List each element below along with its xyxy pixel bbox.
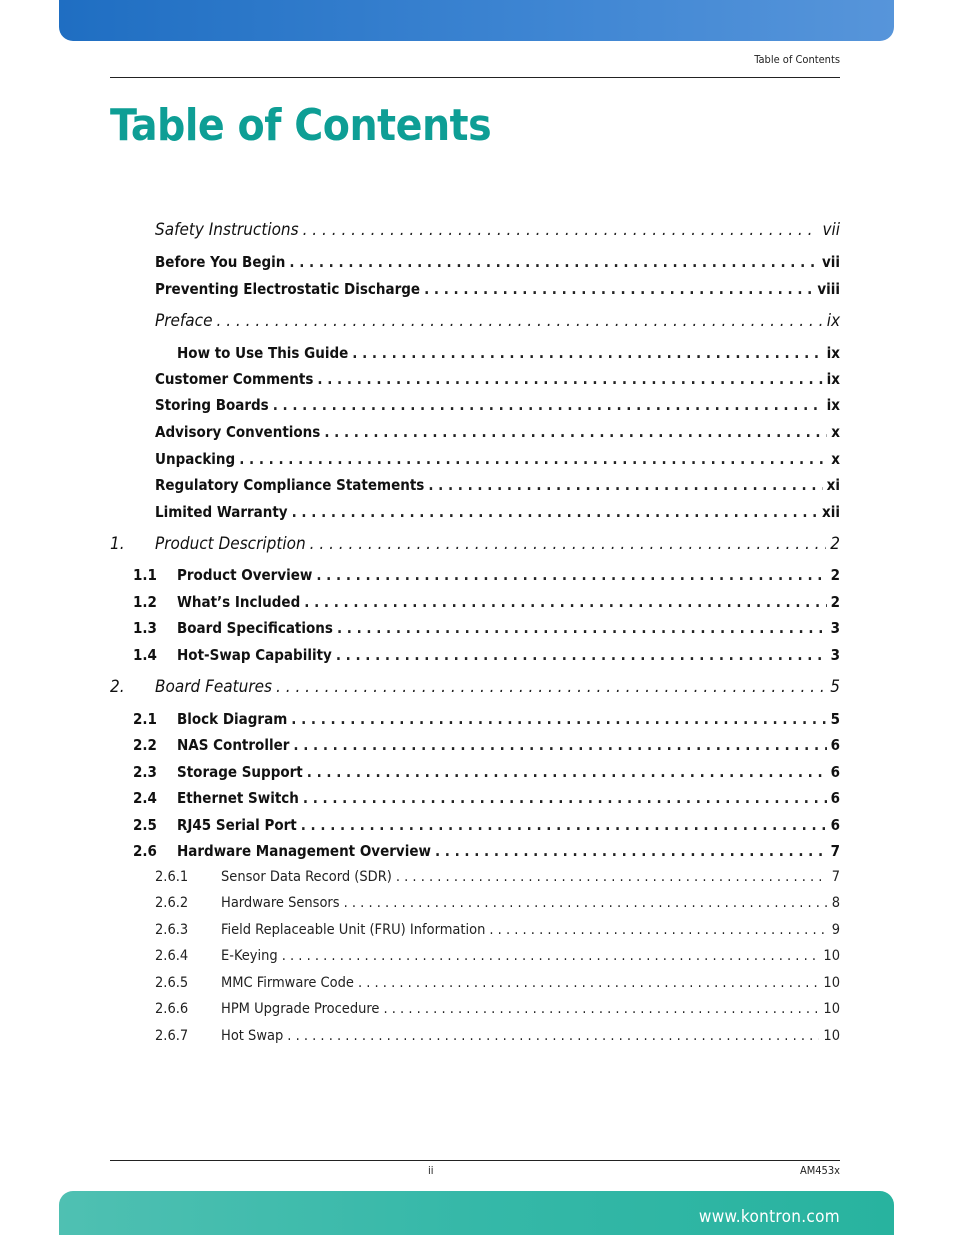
- toc-leader-dots: [336, 646, 827, 664]
- toc-entry-title: Storing Boards: [155, 396, 269, 414]
- toc-entry-page: 3: [830, 619, 840, 637]
- toc-entry-number: 1.1: [133, 566, 157, 584]
- toc-leader-dots: [344, 895, 828, 911]
- toc-leader-dots: [282, 948, 820, 964]
- toc-entry[interactable]: [155, 450, 840, 468]
- toc-entry-title: Customer Comments: [155, 370, 314, 388]
- toc-leader-dots: [310, 534, 827, 554]
- toc-entry-number: 2.6.3: [155, 922, 189, 938]
- toc-leader-dots: [358, 975, 819, 991]
- toc-entry[interactable]: [155, 948, 840, 964]
- toc-entry-page: 6: [830, 763, 840, 781]
- toc-entry[interactable]: [133, 710, 840, 728]
- toc-entry[interactable]: [155, 503, 840, 521]
- toc-entry[interactable]: [155, 253, 840, 271]
- toc-entry[interactable]: [133, 789, 840, 807]
- toc-entry[interactable]: [155, 476, 840, 494]
- toc-entry-number: 1.3: [133, 619, 157, 637]
- toc-entry-title: Hot-Swap Capability: [177, 646, 332, 664]
- toc-entry-title: HPM Upgrade Procedure: [221, 1001, 380, 1017]
- toc-leader-dots: [301, 816, 827, 834]
- toc-entry[interactable]: [133, 566, 840, 584]
- toc-entry-page: ix: [826, 396, 840, 414]
- page-title: Table of Contents: [110, 100, 492, 151]
- toc-entry[interactable]: [155, 1028, 840, 1044]
- toc-entry-page: 7: [831, 869, 840, 885]
- toc-chapter-entry[interactable]: [155, 311, 840, 331]
- toc-entry[interactable]: [155, 370, 840, 388]
- toc-entry-number: 2.6: [133, 842, 157, 860]
- toc-entry-page: viii: [817, 280, 840, 298]
- toc-entry-title: Unpacking: [155, 450, 236, 468]
- toc-entry-title: Board Features: [155, 677, 273, 697]
- toc-entry-page: ix: [826, 311, 840, 331]
- toc-entry-page: 10: [823, 948, 840, 964]
- toc-entry-title: RJ45 Serial Port: [177, 816, 297, 834]
- toc-entry-number: 2.6.2: [155, 895, 189, 911]
- toc-entry[interactable]: [177, 344, 840, 362]
- toc-entry-page: 5: [830, 710, 840, 728]
- toc-leader-dots: [293, 736, 826, 754]
- toc-leader-dots: [424, 280, 813, 298]
- toc-chapter-entry[interactable]: [110, 677, 840, 697]
- header-section-title: Table of Contents: [754, 53, 840, 66]
- top-banner: [59, 0, 894, 41]
- toc-leader-dots: [289, 253, 818, 271]
- toc-entry-page: 9: [831, 922, 840, 938]
- toc-leader-dots: [324, 423, 827, 441]
- toc-entry-title: Regulatory Compliance Statements: [155, 476, 425, 494]
- toc-entry-page: 7: [830, 842, 840, 860]
- footer-product-name: AM453x: [799, 1164, 840, 1177]
- toc-entry-page: 10: [823, 1001, 840, 1017]
- toc-entry-page: 2: [830, 566, 840, 584]
- toc-entry-title: Safety Instructions: [155, 220, 299, 240]
- toc-entry-title: MMC Firmware Code: [221, 975, 354, 991]
- toc-entry-number: 2.: [110, 677, 125, 697]
- toc-entry-page: 8: [831, 895, 840, 911]
- toc-entry-page: x: [831, 450, 840, 468]
- toc-leader-dots: [352, 344, 822, 362]
- header-divider: [110, 77, 840, 78]
- toc-leader-dots: [287, 1028, 819, 1044]
- toc-leader-dots: [307, 763, 827, 781]
- website-link[interactable]: www.kontron.com: [698, 1207, 840, 1227]
- toc-entry[interactable]: [155, 869, 840, 885]
- toc-entry-title: Product Overview: [177, 566, 313, 584]
- toc-entry-title: NAS Controller: [177, 736, 290, 754]
- toc-entry-number: 1.4: [133, 646, 157, 664]
- toc-entry[interactable]: [133, 842, 840, 860]
- toc-entry[interactable]: [133, 646, 840, 664]
- toc-entry-title: E-Keying: [221, 948, 278, 964]
- toc-entry-title: Sensor Data Record (SDR): [221, 869, 392, 885]
- toc-leader-dots: [317, 370, 822, 388]
- toc-entry-page: vii: [822, 220, 840, 240]
- toc-entry-number: 1.2: [133, 593, 157, 611]
- toc-entry-number: 2.6.6: [155, 1001, 189, 1017]
- toc-leader-dots: [292, 503, 818, 521]
- toc-entry-number: 2.6.1: [155, 869, 189, 885]
- footer-divider: [110, 1160, 840, 1161]
- toc-entry-title: Hardware Sensors: [221, 895, 340, 911]
- toc-entry-title: Field Replaceable Unit (FRU) Information: [221, 922, 486, 938]
- toc-entry-title: Block Diagram: [177, 710, 288, 728]
- toc-entry-page: 2: [830, 534, 840, 554]
- toc-entry[interactable]: [133, 593, 840, 611]
- toc-entry[interactable]: [155, 975, 840, 991]
- toc-entry-number: 2.6.4: [155, 948, 189, 964]
- toc-leader-dots: [383, 1001, 819, 1017]
- toc-entry-title: What’s Included: [177, 593, 301, 611]
- toc-entry-title: How to Use This Guide: [177, 344, 349, 362]
- toc-leader-dots: [396, 869, 828, 885]
- toc-entry[interactable]: [133, 763, 840, 781]
- toc-entry-page: 2: [830, 593, 840, 611]
- toc-leader-dots: [489, 922, 827, 938]
- toc-entry[interactable]: [133, 816, 840, 834]
- toc-leader-dots: [304, 593, 826, 611]
- toc-entry-page: 3: [830, 646, 840, 664]
- toc-entry-title: Before You Begin: [155, 253, 286, 271]
- toc-entry-number: 1.: [110, 534, 125, 554]
- toc-entry-title: Preface: [155, 311, 213, 331]
- toc-entry-page: x: [831, 423, 840, 441]
- toc-entry-page: ix: [826, 344, 840, 362]
- toc-leader-dots: [217, 311, 823, 331]
- toc-leader-dots: [273, 396, 823, 414]
- toc-entry[interactable]: [155, 922, 840, 938]
- footer-page-number: ii: [428, 1164, 434, 1177]
- toc-entry-number: 2.5: [133, 816, 157, 834]
- toc-entry-number: 2.6.7: [155, 1028, 189, 1044]
- toc-entry-page: ix: [826, 370, 840, 388]
- toc-leader-dots: [428, 476, 822, 494]
- toc-leader-dots: [316, 566, 826, 584]
- toc-entry[interactable]: [133, 736, 840, 754]
- toc-entry-title: Ethernet Switch: [177, 789, 299, 807]
- toc-entry-page: 10: [823, 1028, 840, 1044]
- toc-entry-number: 2.4: [133, 789, 157, 807]
- toc-entry-title: Preventing Electrostatic Discharge: [155, 280, 421, 298]
- toc-leader-dots: [303, 789, 827, 807]
- toc-entry-page: xii: [822, 503, 840, 521]
- toc-leader-dots: [303, 220, 819, 240]
- toc-entry-number: 2.2: [133, 736, 157, 754]
- toc-leader-dots: [291, 710, 826, 728]
- toc-entry[interactable]: [155, 895, 840, 911]
- toc-entry-title: Storage Support: [177, 763, 303, 781]
- toc-entry-page: 6: [830, 816, 840, 834]
- toc-entry-title: Product Description: [155, 534, 306, 554]
- toc-entry[interactable]: [155, 1001, 840, 1017]
- toc-entry-title: Board Specifications: [177, 619, 333, 637]
- toc-entry[interactable]: [155, 396, 840, 414]
- toc-entry-title: Hardware Management Overview: [177, 842, 431, 860]
- toc-entry-title: Hot Swap: [221, 1028, 284, 1044]
- toc-chapter-entry[interactable]: [110, 534, 840, 554]
- toc-entry-page: 6: [830, 736, 840, 754]
- toc-entry[interactable]: [155, 280, 840, 298]
- toc-entry[interactable]: [133, 619, 840, 637]
- toc-entry-page: vii: [821, 253, 840, 271]
- toc-entry-page: 5: [830, 677, 840, 697]
- toc-entry-page: xi: [826, 476, 840, 494]
- toc-chapter-entry[interactable]: [155, 220, 840, 240]
- toc-entry[interactable]: [155, 423, 840, 441]
- toc-entry-title: Advisory Conventions: [155, 423, 321, 441]
- toc-entry-number: 2.6.5: [155, 975, 189, 991]
- toc-entry-number: 2.1: [133, 710, 157, 728]
- toc-leader-dots: [337, 619, 827, 637]
- toc-entry-page: 10: [823, 975, 840, 991]
- toc-leader-dots: [239, 450, 827, 468]
- toc-leader-dots: [276, 677, 826, 697]
- toc-entry-title: Limited Warranty: [155, 503, 288, 521]
- toc-entry-number: 2.3: [133, 763, 157, 781]
- toc-leader-dots: [435, 842, 827, 860]
- toc-entry-page: 6: [830, 789, 840, 807]
